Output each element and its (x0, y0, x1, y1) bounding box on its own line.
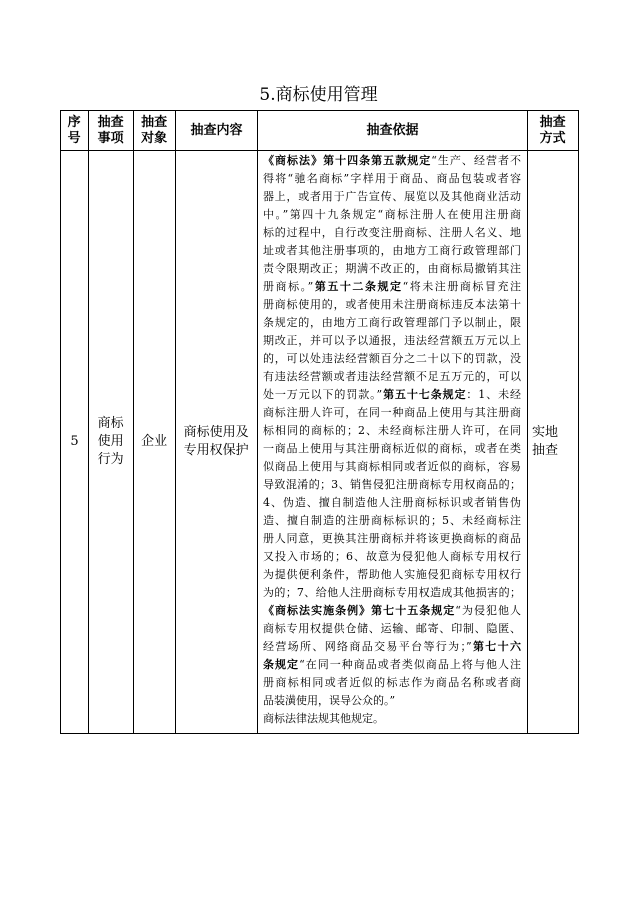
basis-line (263, 458, 521, 476)
basis-line (263, 152, 521, 170)
basis-line (263, 620, 521, 638)
basis-segment: 4、伪造、擅自制造他人注册商标标识或者销售伪 (263, 496, 521, 509)
inspection-table (60, 110, 578, 734)
basis-segment: 标的过程中，自行改变注册商标、注册人名义、地 (263, 226, 521, 239)
basis-segment: 商标专用权提供仓储、运输、邮寄、印制、隐匿、 (263, 622, 521, 635)
basis-line (263, 314, 521, 332)
basis-segment: “为侵犯他人 (455, 604, 522, 617)
basis-segment: 为的；7、给他人注册商标专用权造成其他损害的； (263, 586, 521, 599)
header-cell-target (134, 111, 176, 151)
basis-line (263, 368, 521, 386)
basis-line (263, 494, 521, 512)
basis-segment: 册人同意，更换其注册商标并将该更换商标的商品 (263, 532, 521, 545)
inspection-method: 实地抽查 (532, 425, 559, 458)
basis-segment: 册商标相同或者近似的标志作为商品名称或者商 (263, 676, 521, 689)
basis-segment: 导致混淆的；3、销售侵犯注册商标专用权商品的； (263, 478, 521, 491)
inspection-item: 商标使用行为 (97, 416, 124, 467)
cell-content (176, 151, 258, 734)
basis-citation: 条规定 (263, 658, 300, 671)
basis-segment: 经营场所、网络商品交易平台等行为；” (263, 640, 472, 653)
basis-segment: 一商品上使用与其注册商标近似的商标，或者在类 (263, 442, 521, 455)
basis-segment: 得将“驰名商标”字样用于商品、商品包装或者容 (263, 172, 521, 185)
basis-line (263, 404, 521, 422)
basis-segment: “在同一种商品或者类似商品上将与他人注 (299, 658, 522, 671)
cell-target (134, 151, 176, 734)
basis-segment: 址或者其他注册事项的，由地方工商行政管理部门 (263, 244, 521, 257)
basis-segment: 似商品上使用与其商标相同或者近似的商标，容易 (263, 460, 521, 473)
header-basis-label: 抽查依据 (366, 122, 419, 138)
basis-segment: 标相同的商标的；2、未经商标注册人许可，在同 (263, 424, 521, 437)
basis-segment: 中。”第四十九条规定“商标注册人在使用注册商 (263, 208, 521, 221)
basis-line (263, 242, 521, 260)
cell-item (89, 151, 134, 734)
basis-line (263, 260, 521, 278)
basis-line (263, 296, 521, 314)
cell-basis (258, 151, 528, 734)
table-header-row (61, 111, 579, 151)
basis-line (263, 422, 521, 440)
basis-citation: 第七十六 (471, 640, 521, 653)
basis-segment: 册商标使用的，或者使用未注册商标违反本法第十 (263, 298, 521, 311)
basis-citation: 《商标法》第十四条第五款规定 (263, 154, 432, 167)
header-cell-method (528, 111, 579, 151)
basis-segment: “生产、经营者不 (431, 154, 521, 167)
basis-line (263, 440, 521, 458)
header-cell-index (61, 111, 89, 151)
basis-segment: 器上，或者用于广告宣传、展览以及其他商业活动 (263, 190, 521, 203)
header-index-label: 序号 (67, 114, 81, 146)
table-row (61, 151, 579, 734)
basis-segment: 有违法经营额或者违法经营额不足五万元的，可以 (263, 370, 521, 383)
basis-line (263, 224, 521, 242)
basis-line (263, 656, 521, 674)
header-cell-content (176, 111, 258, 151)
basis-segment: 条规定的，由地方工商行政管理部门予以制止，限 (263, 316, 521, 329)
cell-index (61, 151, 89, 734)
basis-line (263, 710, 521, 728)
basis-segment: 商标注册人许可，在同一种商品上使用与其注册商 (263, 406, 521, 419)
basis-line (263, 584, 521, 602)
basis-line (263, 386, 521, 404)
basis-line (263, 350, 521, 368)
header-cell-basis (258, 111, 528, 151)
basis-segment: 品装潢使用，误导公众的。” (263, 694, 396, 707)
basis-segment: 册商标。” (263, 280, 314, 293)
basis-line (263, 674, 521, 692)
basis-segment: 为提供便利条件，帮助他人实施侵犯商标专用权行 (263, 568, 521, 581)
basis-segment: 责令限期改正；期满不改正的，由商标局撤销其注 (263, 262, 521, 275)
basis-line (263, 278, 521, 296)
basis-line (263, 332, 521, 350)
page-title: 5.商标使用管理 (259, 85, 378, 105)
basis-line (263, 206, 521, 224)
basis-line (263, 566, 521, 584)
basis-text (263, 152, 521, 728)
basis-line (263, 530, 521, 548)
basis-segment: 商标法律法规其他规定。 (263, 712, 384, 725)
basis-line (263, 602, 521, 620)
basis-segment: “将未注册商标冒充注 (402, 280, 522, 293)
inspection-target: 企业 (141, 434, 168, 449)
cell-method (528, 151, 579, 734)
basis-citation: 第五十七条规定 (382, 388, 467, 401)
header-target-label: 抽查对象 (141, 114, 168, 146)
header-cell-item (89, 111, 134, 151)
basis-citation: 《商标法实施条例》第七十五条规定 (263, 604, 456, 617)
basis-segment: 造、擅自制造的注册商标标识的；5、未经商标注 (263, 514, 521, 527)
basis-line (263, 548, 521, 566)
basis-line (263, 188, 521, 206)
basis-line (263, 692, 521, 710)
basis-segment: 期改正，并可以予以通报，违法经营额五万元以上 (263, 334, 521, 347)
basis-line (263, 170, 521, 188)
basis-line (263, 512, 521, 530)
header-method-label: 抽查方式 (539, 114, 566, 146)
inspection-table-grid (60, 110, 579, 734)
header-content-label: 抽查内容 (190, 122, 243, 138)
basis-line (263, 638, 521, 656)
inspection-content: 商标使用及专用权保护 (183, 425, 249, 458)
basis-segment: 又投入市场的；6、故意为侵犯他人商标专用权行 (263, 550, 521, 563)
row-index: 5 (70, 434, 79, 449)
basis-citation: 第五十二条规定 (313, 280, 403, 293)
basis-line (263, 476, 521, 494)
basis-segment: 处一万元以下的罚款。” (263, 388, 383, 401)
basis-segment: ：1、未经 (466, 388, 522, 401)
header-item-label: 抽查事项 (97, 114, 124, 146)
basis-segment: 的，可以处违法经营额百分之二十以下的罚款，没 (263, 352, 521, 365)
